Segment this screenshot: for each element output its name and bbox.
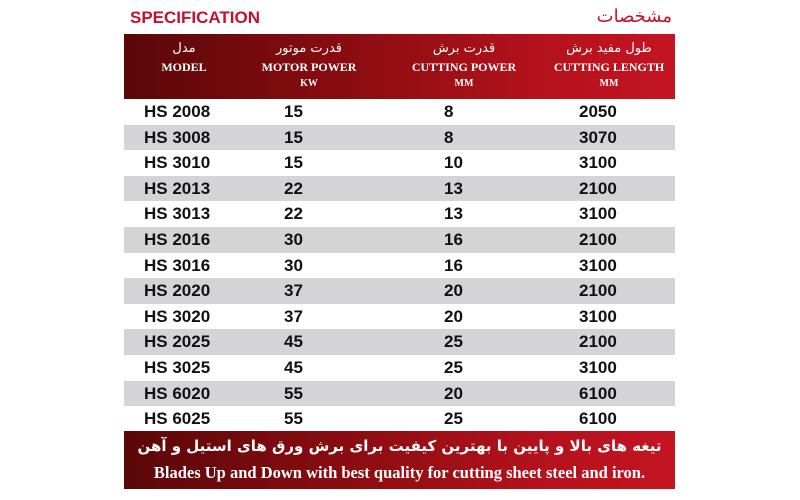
- cell-model: HS 2016: [144, 229, 211, 249]
- header-cutting-power: [384, 34, 544, 99]
- cell-motor-power: 55: [284, 409, 303, 429]
- cell-cutting-power: 20: [444, 306, 463, 326]
- table-row: [124, 150, 675, 176]
- cell-model: HS 3020: [144, 306, 211, 326]
- cell-model: HS 2025: [144, 332, 211, 352]
- spec-table-body: [124, 99, 675, 432]
- header-model-fa: مدل: [172, 41, 196, 56]
- cell-motor-power: 55: [284, 383, 303, 403]
- cell-cutting-length: 2100: [579, 332, 617, 352]
- cell-cutting-power: 16: [444, 255, 463, 275]
- cell-cutting-power: 25: [444, 409, 463, 429]
- cell-cutting-power: 20: [444, 383, 463, 403]
- table-row: [124, 355, 675, 381]
- table-row: [124, 278, 675, 304]
- header-cut-fa: قدرت برش: [432, 41, 496, 56]
- cell-cutting-length: 3100: [579, 306, 617, 326]
- cell-motor-power: 45: [284, 332, 303, 352]
- cell-model: HS 6020: [144, 383, 211, 403]
- table-row: [124, 125, 675, 151]
- header-len-en: CUTTING LENGTH: [553, 60, 665, 74]
- cell-motor-power: 22: [284, 204, 303, 224]
- cell-model: HS 2013: [144, 178, 211, 198]
- cell-cutting-length: 2050: [579, 102, 617, 121]
- cell-cutting-length: 2100: [579, 229, 617, 249]
- cell-cutting-power: 20: [444, 281, 463, 301]
- cell-motor-power: 30: [284, 255, 303, 275]
- table-header: [124, 34, 675, 99]
- cell-cutting-length: 3100: [579, 357, 617, 377]
- table-row: [124, 201, 675, 227]
- table-row: [124, 99, 675, 125]
- cell-cutting-length: 3100: [579, 204, 617, 224]
- cell-cutting-power: 13: [444, 178, 463, 198]
- table-row: [124, 176, 675, 202]
- cell-cutting-length: 6100: [579, 409, 617, 429]
- header-cutting-length: [534, 34, 684, 99]
- cell-model: HS 3025: [144, 357, 211, 377]
- header-cut-en: CUTTING POWER: [411, 60, 517, 74]
- page-title-fa: مشخصات: [596, 6, 672, 27]
- cell-motor-power: 30: [284, 229, 303, 249]
- cell-motor-power: 37: [284, 281, 303, 301]
- cell-model: HS 3013: [144, 204, 211, 224]
- cell-model: HS 2020: [144, 281, 211, 301]
- cell-motor-power: 15: [284, 102, 303, 121]
- header-model: [124, 34, 244, 99]
- cell-cutting-power: 25: [444, 332, 463, 352]
- cell-motor-power: 22: [284, 178, 303, 198]
- table-row: [124, 253, 675, 279]
- header-motor-fa: قدرت موتور: [276, 41, 342, 56]
- cell-cutting-power: 8: [444, 102, 454, 121]
- footer-text-fa: تیغه های بالا و پایین با بهترین کیفیت برای برش ورق های استیل و آهن: [137, 437, 662, 455]
- table-row: [124, 227, 675, 253]
- footer-banner: [124, 431, 675, 489]
- table-row: [124, 406, 675, 432]
- cell-cutting-length: 2100: [579, 281, 617, 301]
- header-motor-unit: KW: [300, 78, 318, 89]
- table-row: [124, 304, 675, 330]
- table-row: [124, 329, 675, 355]
- header-len-fa: طول مفید برش: [566, 41, 652, 56]
- cell-cutting-power: 10: [444, 153, 463, 173]
- footer-text-en: Blades Up and Down with best quality for cutting sheet steel and iron.: [153, 463, 646, 482]
- header-motor-power: [234, 34, 384, 99]
- cell-cutting-length: 2100: [579, 178, 617, 198]
- cell-cutting-length: 3070: [579, 127, 617, 147]
- cell-cutting-power: 25: [444, 357, 463, 377]
- cell-model: HS 3016: [144, 255, 211, 275]
- cell-cutting-power: 13: [444, 204, 463, 224]
- cell-model: HS 3010: [144, 153, 211, 173]
- header-model-en: MODEL: [161, 60, 207, 74]
- cell-cutting-power: 8: [444, 127, 454, 147]
- cell-cutting-length: 3100: [579, 153, 617, 173]
- cell-cutting-power: 16: [444, 229, 463, 249]
- cell-motor-power: 45: [284, 357, 303, 377]
- cell-cutting-length: 3100: [579, 255, 617, 275]
- cell-motor-power: 37: [284, 306, 303, 326]
- header-cut-unit: MM: [454, 78, 474, 89]
- header-motor-en: MOTOR POWER: [261, 60, 357, 74]
- cell-model: HS 3008: [144, 127, 211, 147]
- page-title: SPECIFICATION: [130, 8, 261, 27]
- cell-model: HS 2008: [144, 102, 211, 121]
- cell-model: HS 6025: [144, 409, 211, 429]
- header-len-unit: MM: [599, 78, 619, 89]
- table-row: [124, 381, 675, 407]
- cell-cutting-length: 6100: [579, 383, 617, 403]
- cell-motor-power: 15: [284, 127, 303, 147]
- cell-motor-power: 15: [284, 153, 303, 173]
